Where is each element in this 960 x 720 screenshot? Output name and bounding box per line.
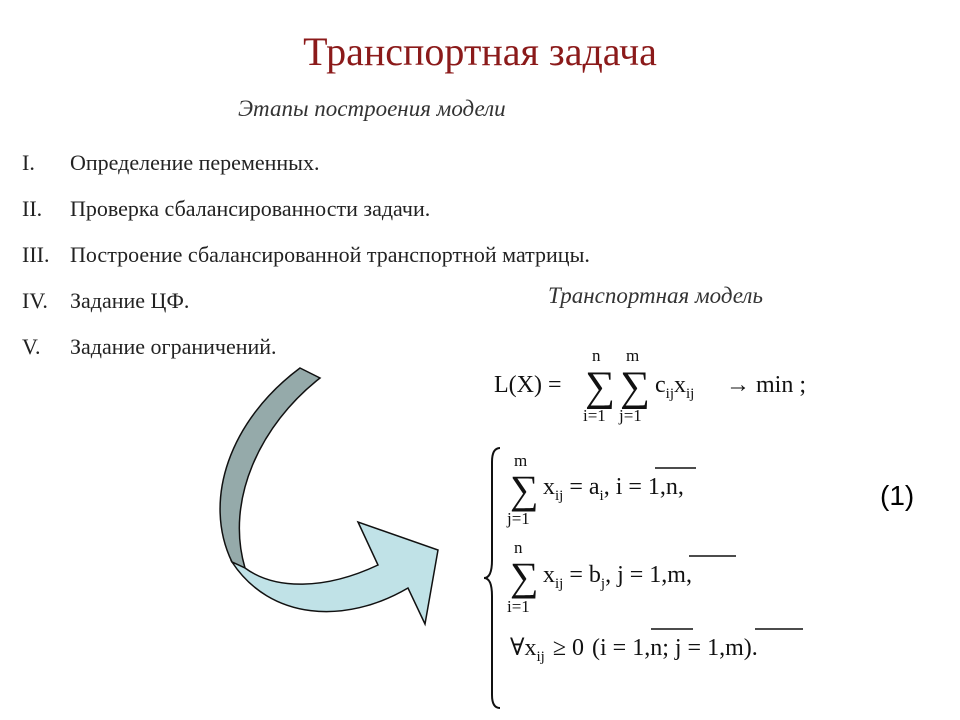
stage-number: IV. [22,288,48,313]
stage-text: Задание ЦФ. [70,288,190,313]
stage-text: Задание ограничений. [70,334,277,359]
c1-body [543,474,684,504]
c2-var: x [543,562,555,588]
c2-var-sub: ij [555,576,564,592]
equation-number: (1) [880,480,915,511]
system-brace [484,448,500,708]
c2-body [543,562,692,592]
c2-rhs-sub: j [600,576,606,592]
demand-constraint [507,538,736,616]
c1-range-prefix: , i = [603,474,648,500]
c1-rhs-sub: i [599,488,604,504]
arrow-tail-band [220,368,320,568]
sum-symbol: ∑ [620,364,650,410]
sum-symbol: ∑ [510,554,539,599]
c1-end: , [677,474,684,500]
c3-body [510,635,758,665]
arrow-head [232,522,438,624]
nonnegativity-constraint [510,629,803,665]
stage-text: Проверка сбалансированности задачи. [70,196,431,221]
c3-sep: ; j = [662,635,708,661]
stage-text: Определение переменных. [70,150,320,175]
stage-number: III. [22,242,50,267]
stage-text: Построение сбалансированной транспортной матрицы. [70,242,590,267]
c3-close: ). [743,635,758,661]
c3-rel: ≥ 0 [552,635,584,661]
sum-symbol: ∑ [585,364,615,410]
var-sub: ij [686,386,695,402]
coef-sub: ij [665,386,674,402]
slide-title: Транспортная задача [303,29,657,74]
sum1-bottom: i=1 [583,406,606,425]
c1-var-sub: ij [555,488,564,504]
c1-rhs: = a [569,474,600,500]
c3-range-j: 1,m [707,635,744,661]
var-letter: x [674,372,686,398]
sum1-top: n [592,346,601,365]
c1-sum-top: m [514,451,528,470]
c3-open: (i = [592,635,633,661]
stages-heading: Этапы построения модели [238,96,506,121]
c1-var: x [543,474,555,500]
model-heading: Транспортная модель [548,283,763,308]
c3-range-i: 1,n [632,635,663,661]
coef-letter: c [655,372,666,398]
curved-arrow-icon [220,368,438,624]
supply-constraint [506,451,696,528]
objective-coef [655,372,694,402]
c2-rhs: = b [569,562,601,588]
stage-number: V. [22,334,41,359]
c2-end: , [685,562,692,588]
c3-quantifier: ∀x [510,635,537,661]
c2-range-prefix: , j = [605,562,650,588]
c2-sum-top: n [514,538,523,557]
c2-range: 1,m [649,562,686,588]
stage-number: II. [22,196,43,221]
c1-range: 1,n [647,474,678,500]
sum-symbol: ∑ [510,467,539,512]
objective-lhs: L(X) = [494,372,562,398]
stage-number: I. [22,150,35,175]
c3-sub: ij [536,649,545,665]
sum2-top: m [626,346,640,365]
sum2-bottom: j=1 [619,406,642,425]
c1-sum-bottom: j=1 [507,509,530,528]
objective-rhs: → min ; [726,372,807,398]
objective-function [494,346,806,425]
c2-sum-bottom: i=1 [507,597,530,616]
